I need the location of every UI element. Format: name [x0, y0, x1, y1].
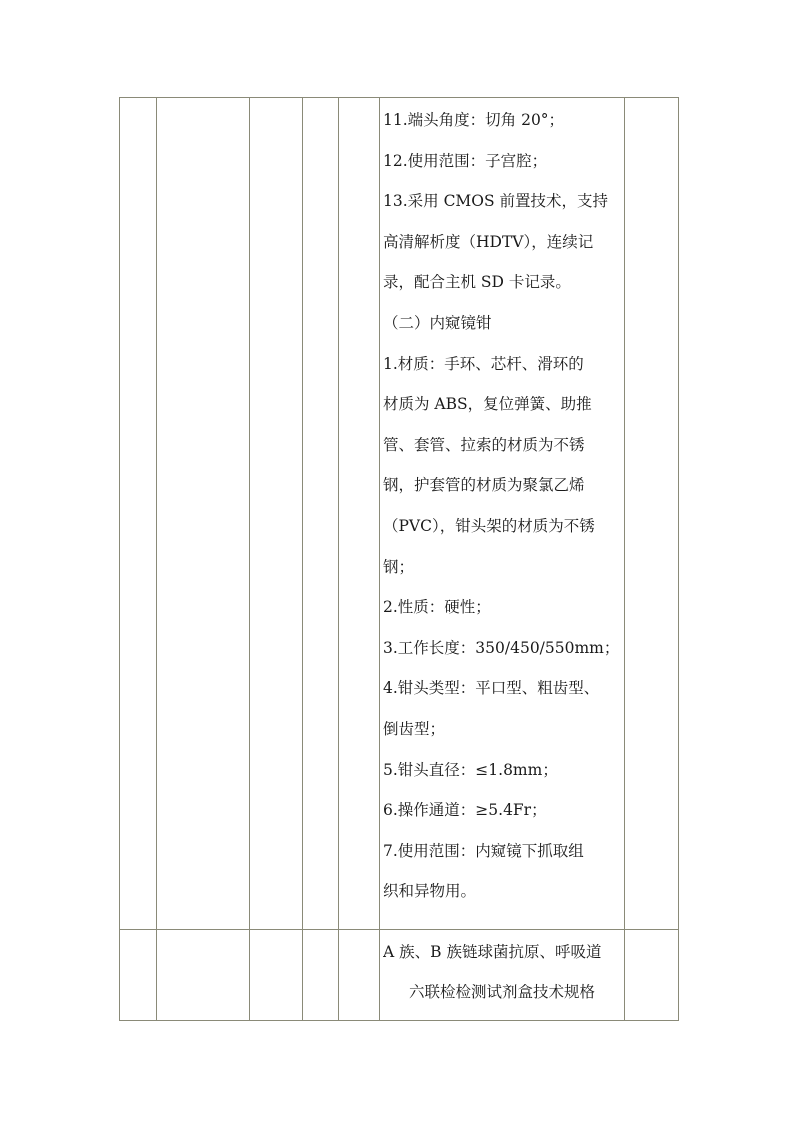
spec-line: 钢，护套管的材质为聚氯乙烯	[383, 476, 585, 495]
product-title-line: A 族、B 族链球菌抗原、呼吸道	[383, 943, 602, 961]
spec-line: 高清解析度（HDTV），连续记	[383, 232, 594, 251]
spec-line: 7.使用范围：内窥镜下抓取组	[383, 841, 584, 860]
section-heading: （二）内窥镜钳	[383, 313, 492, 332]
table-cell-empty	[250, 930, 303, 1021]
spec-line: 钢；	[383, 557, 415, 576]
spec-line: 5.钳头直径：≤1.8mm；	[383, 760, 558, 779]
spec-table	[119, 97, 679, 1021]
spec-line: 6.操作通道：≥5.4Fr；	[383, 801, 547, 820]
spec-cell-upper	[380, 98, 625, 930]
spec-line: 4.钳头类型：平口型、粗齿型、	[383, 679, 600, 698]
spec-line: 织和异物用。	[383, 882, 477, 901]
spec-line: 3.工作长度：350/450/550mm；	[383, 638, 620, 657]
spec-line: （PVC），钳头架的材质为不锈	[383, 516, 595, 535]
spec-cell-lower	[380, 930, 625, 1021]
table-cell-empty	[339, 930, 380, 1021]
spec-line: 1.材质：手环、芯杆、滑环的	[383, 354, 584, 373]
spec-line: 倒齿型；	[383, 719, 446, 738]
table-cell-empty	[120, 930, 157, 1021]
spec-line: 12.使用范围：子宫腔；	[383, 151, 548, 170]
table-cell-empty	[339, 98, 380, 930]
spec-line: 录，配合主机 SD 卡记录。	[383, 273, 571, 292]
table-cell-empty	[157, 98, 250, 930]
table-cell-empty	[625, 98, 679, 930]
table-row	[120, 930, 679, 1021]
product-title-line: 六联检检测试剂盒技术规格	[408, 983, 595, 1001]
table-row	[120, 98, 679, 930]
table-cell-empty	[120, 98, 157, 930]
table-cell-empty	[303, 98, 339, 930]
spec-line: 管、套管、拉索的材质为不锈	[383, 435, 585, 454]
table-cell-empty	[157, 930, 250, 1021]
table-cell-empty	[303, 930, 339, 1021]
table-cell-empty	[250, 98, 303, 930]
spec-line: 材质为 ABS，复位弹簧、助推	[383, 395, 592, 414]
spec-line: 11.端头角度：切角 20°；	[383, 111, 565, 129]
spec-line: 13.采用 CMOS 前置技术，支持	[383, 192, 609, 211]
spec-line: 2.性质：硬性；	[383, 598, 491, 617]
table-cell-empty	[625, 930, 679, 1021]
